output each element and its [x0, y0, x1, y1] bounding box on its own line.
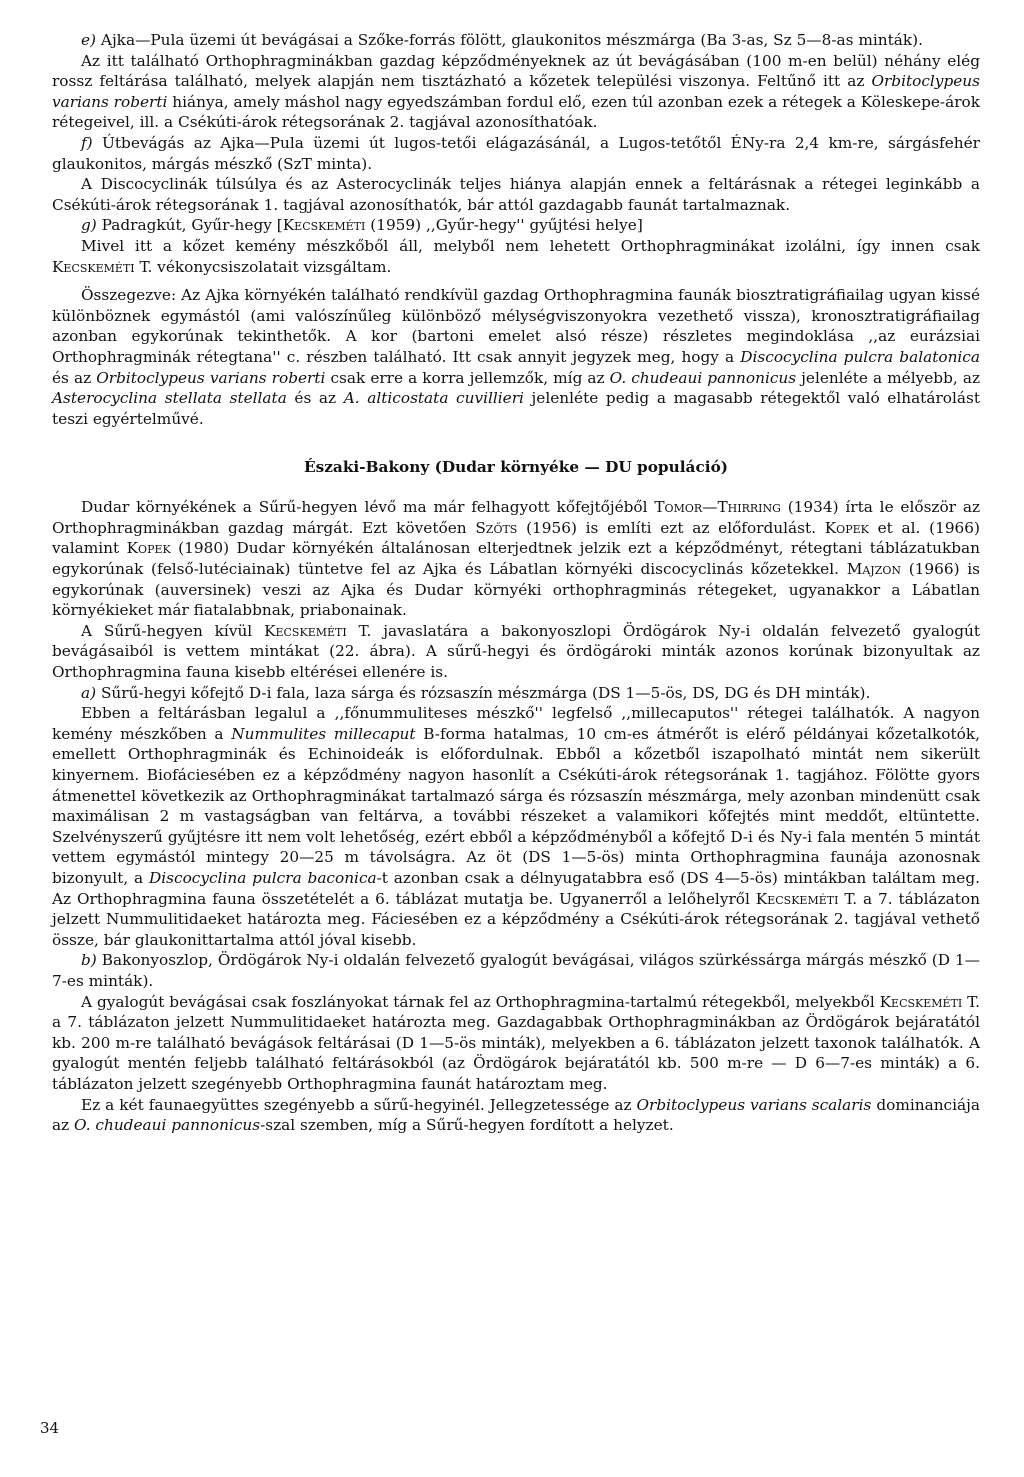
- paragraph-f-heading: [52, 133, 980, 174]
- text: -t azonban csak a délnyugatabbra eső (DS 4—5-ös) mintákban találtam meg. Az Orthophragmina fauna összetételét a 6. táblázat mutatja be. Ugyanerről a lelőhelyről: [52, 868, 980, 908]
- taxon-name: O. chudeaui pannonicus: [74, 1116, 261, 1135]
- text: Padragkút, Gyűr-hegy [: [96, 216, 283, 235]
- text: (1956) is említi ezt az előfordulást.: [517, 518, 825, 537]
- author-name: Kecskeméti: [282, 216, 366, 235]
- paragraph-e-body: [52, 51, 980, 133]
- taxon-name: O. chudeaui pannonicus: [609, 368, 797, 387]
- author-name: Szőts: [475, 518, 518, 537]
- document-page: [52, 30, 980, 1136]
- text: (1980) Dudar környékén általánosan elterjedtnek jelzik ezt a képződményt, rétegtani táblázatukban egykorúnak (felső-lutéciainak) tüntetve fel az Ajka és Lábatlan környéki discocyclinás kőzetekkel.: [52, 539, 980, 579]
- taxon-name: Orbitoclypeus varians scalaris: [636, 1095, 872, 1114]
- taxon-name: A. alticostata cuvillieri: [343, 389, 524, 408]
- text: csak erre a korra jellemzők, míg az: [325, 368, 610, 387]
- text: A gyalogút bevágásai csak foszlányokat tárnak fel az Orthophragmina-tartalmú rétegekből, melyekből: [81, 992, 880, 1011]
- paragraph-summary: [52, 285, 980, 429]
- item-label-f: f): [81, 133, 93, 152]
- paragraph-a-body: [52, 703, 980, 950]
- taxon-name: Discocyclina pulcra balatonica: [740, 347, 980, 366]
- paragraph-dudar-sampling: [52, 621, 980, 683]
- author-name: Kecskeméti: [879, 992, 963, 1011]
- text: Az itt található Orthophragminákban gazdag képződményeknek az út bevágásában (100 m-en belül) néhány elég rossz feltárása található, melyek alapján nem tisztázható a kőzetek települési viszonya. Feltűnő itt az: [52, 51, 980, 91]
- text: (1966) is egykorúnak (auversinek) veszi az Ajka és Dudar környéki orthophragminás rétegeket, ugyanakkor a Lábatlan környékieket már fiatalabbnak, priabonainak.: [52, 560, 980, 620]
- taxon-name: Discocyclina pulcra baconica: [149, 868, 377, 887]
- page-number: 34: [40, 1419, 60, 1437]
- taxon-name: Nummulites millecaput: [231, 724, 416, 743]
- author-name: Kecskeméti: [52, 257, 135, 276]
- text: T. a 7. táblázaton jelzett Nummulitidaeket határozta meg. Gazdagabbak Orthophragminákban az Ördögárok bejáratától kb. 200 m-re található bevágások feltárásai (D 1—5-ös minták), melyekben a 6. táblázaton jelzett taxonok találhatók. A gyalogút mentén feljebb található feltárásokból (az Ördögárok bejáratától kb. 500 m-re — D 6—7-es minták) a 6. táblázaton jelzett szegényebb Orthophragmina faunát határoztam meg.: [52, 992, 980, 1093]
- text: Összegezve: Az Ajka környékén található rendkívül gazdag Orthophragmina faunák biosztratigráfiailag ugyan kissé különböznek egymástól (ami valószínűleg különböző mélységviszonyokra vezethető vissza), kronosztratigráfiailag azonban egykorúnak tekinthetők. A kor (bartoni emelet alsó része) részletes megindoklása ,,az eurázsiai Orthophragminák rétegtana'' c. részben található. Itt csak annyit jegyzek meg, hogy a: [52, 286, 980, 366]
- text: Sűrű-hegyi kőfejtő D-i fala, laza sárga és rózsaszín mészmárga (DS 1—5-ös, DS, DG és DH minták).: [96, 683, 871, 702]
- author-name: Kopek: [126, 539, 171, 558]
- author-name: Majzon: [846, 560, 901, 579]
- text: -szal szemben, míg a Sűrű-hegyen fordított a helyzet.: [260, 1116, 674, 1135]
- spacer: [52, 277, 980, 285]
- taxon-name: Orbitoclypeus varians roberti: [96, 368, 326, 387]
- text: Ebben a feltárásban legalul a ,,főnummuliteses mészkő'' legfelső ,,millecaputos'' rétegei találhatók. A nagyon kemény mészkőben a: [52, 704, 980, 743]
- paragraph-g-body: [52, 236, 980, 277]
- section-heading: Északi-Bakony (Dudar környéke — DU populáció): [303, 458, 729, 477]
- text: A Sűrű-hegyen kívül: [81, 621, 265, 640]
- taxon-name: Orbitoclypeus varians roberti: [52, 72, 980, 111]
- item-label-a: a): [81, 683, 97, 702]
- text: Mivel itt a kőzet kemény mészkőből áll, melyből nem lehetett Orthophragminákat izolálni, így innen csak: [81, 236, 980, 255]
- text: (1934) írta le először az Orthophragminákban gazdag márgát. Ezt követően: [52, 498, 981, 537]
- text: Dudar környékének a Sűrű-hegyen lévő ma már felhagyott kőfejtőjéből: [81, 498, 655, 517]
- author-name: Kopek: [824, 518, 869, 537]
- text: Ajka—Pula üzemi út bevágásai a Szőke-forrás fölött, glaukonitos mészmárga (Ba 3-as, Sz 5—8-as minták).: [96, 31, 923, 49]
- paragraph-b-body: [52, 992, 980, 1095]
- text: B-forma hatalmas, 10 cm-es átmérőt is elérő példányai kőzetalkotók, emellett Orthophragminák és Echinoideák is előfordulnak. Ebből a kőzetből iszapolható mintát nem sikerült kinyernem. Biofáciesében ez a képződmény nagyon hasonlít a Csékúti-árok rétegsorának 1. tagjához. Fölötte gyors átmenettel következik az Orthophragminákat tartalmazó sárga és rózsaszín mészmárga, mely azonban mindenütt csak maximálisan 2 m vastagságban van feltárva, a további részeket a valamikori kőfejtés mint meddőt, eltüntette. Szelvényszerű gyűjtésre itt nem volt lehetőség, ezért ebből a képződményből a kőfejtő D-i és Ny-i fala mentén 5 mintát vettem egymástól mintegy 20—25 m távolságra. Az öt (DS 1—5-ös) minta Orthophragmina faunája azonosnak bizonyult, a: [52, 724, 980, 887]
- paragraph-a-heading: [52, 683, 980, 704]
- text: et al. (1966) valamint: [52, 518, 980, 558]
- item-label-g: g): [81, 216, 97, 235]
- paragraph-f-body: A Discocyclinák túlsúlya és az Asterocyclinák teljes hiánya alapján ennek a feltárásnak a rétegei leginkább a Csékúti-árok rétegsorának 1. tagjával azonosíthatók, bár attól gazdagabb faunát tartalmaznak.: [52, 175, 980, 214]
- text: (1959) ,,Gyűr-hegy'' gyűjtési helye]: [365, 216, 643, 235]
- paragraph-e-heading: [52, 30, 980, 51]
- paragraph-dudar-intro: [52, 497, 980, 621]
- text: Ez a két faunaegyüttes szegényebb a sűrű-hegyinél. Jellegzetessége az: [81, 1095, 637, 1114]
- text: hiánya, amely máshol nagy egyedszámban fordul elő, ezen túl azonban ezek a rétegek a Köleskepe-árok rétegeivel, ill. a Csékúti-árok rétegsorának 2. tagjával azonosíthatóak.: [52, 92, 980, 132]
- paragraph-conclusion: [52, 1095, 980, 1136]
- item-label-e: e): [81, 31, 97, 49]
- text: T. javaslatára a bakonyoszlopi Ördögárok Ny-i oldalán felvezető gyalogút bevágásaiból is vettem mintákat (22. ábra). A sűrű-hegyi és ördögároki minták azonos korúnak bizonyultak az Orthophragmina fauna kisebb eltérései ellenére is.: [52, 621, 980, 682]
- text: dominanciája az: [52, 1095, 980, 1135]
- item-label-b: b): [81, 951, 97, 970]
- text: és az: [52, 368, 97, 387]
- author-name: Tomor—Thirring: [654, 498, 781, 517]
- author-name: Kecskeméti: [755, 889, 839, 908]
- paragraph-b-heading: [52, 950, 980, 991]
- text: Útbevágás az Ajka—Pula üzemi út lugos-tetői elágazásánál, a Lugos-tetőtől ÉNy-ra 2,4 km-re, sárgásfehér glaukonitos, márgás mészkő (SzT minta).: [52, 133, 980, 173]
- text: T. vékonycsiszolatait vizsgáltam.: [134, 257, 392, 276]
- text: jelenléte a mélyebb, az: [796, 368, 980, 387]
- taxon-name: Asterocyclina stellata stellata: [52, 389, 287, 408]
- author-name: Kecskeméti: [264, 621, 347, 640]
- paragraph-g-heading: [52, 215, 980, 236]
- text: T. a 7. táblázaton jelzett Nummulitidaeket határozta meg. Fáciesében ez a képződmény a Csékúti-árok rétegsorának 2. tagjával vethető össze, bár glaukonittartalma attól jóval kisebb.: [52, 889, 980, 949]
- text: Bakonyoszlop, Ördögárok Ny-i oldalán felvezető gyalogút bevágásai, világos szürkéssárga márgás mészkő (D 1—7-es minták).: [52, 951, 980, 990]
- text: jelenléte pedig a magasabb rétegektől való elhatárolást teszi egyértelművé.: [52, 389, 980, 428]
- text: és az: [286, 389, 344, 408]
